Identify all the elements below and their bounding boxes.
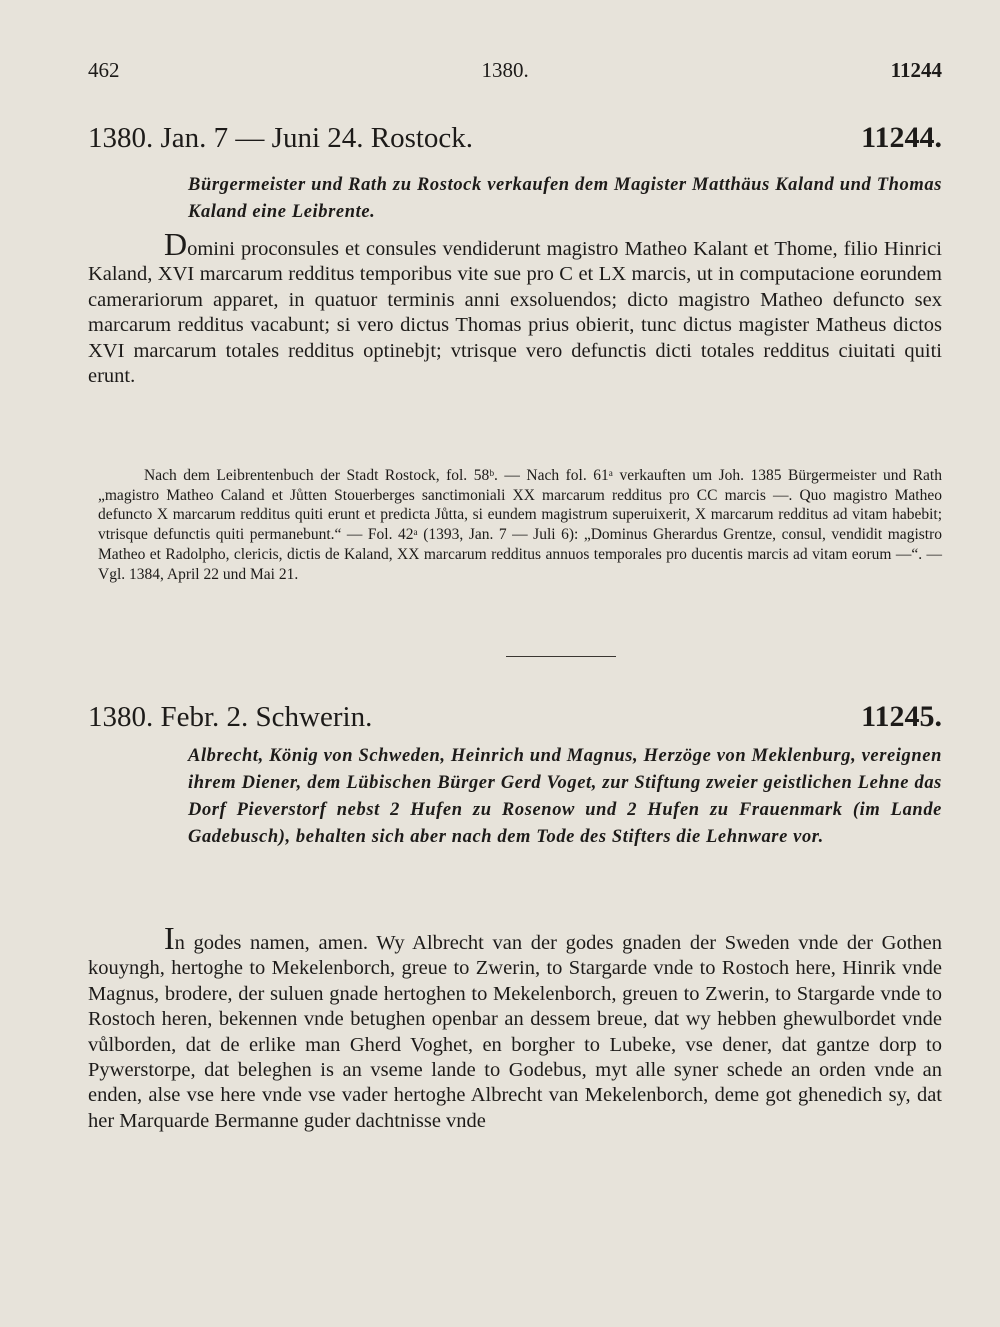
page-number: 462: [88, 58, 120, 82]
entry-summary: Bürgermeister und Rath zu Rostock verkaufen dem Magister Matthäus Kaland und Thomas Kaland eine Leibrente.: [188, 175, 942, 222]
entry-summary: Albrecht, König von Schweden, Heinrich und Magnus, Herzöge von Meklenburg, vereignen ihrem Diener, dem Lübischen Bürger Gerd Voget, zur Stiftung zweier geistlichen Lehne das Dorf Pieverstorf nebst 2 Hufen zu Rosenow und 2 Hufen zu Frauenmark (im Lande Gadebusch), behalten sich aber nach dem Tode des Stifters die Lehnware vor.: [188, 746, 942, 847]
source-note: Nach dem Leibrentenbuch der Stadt Rostock, fol. 58ᵇ. — Nach fol. 61ᵃ verkauften um Joh. 1385 Bürgermeister und Rath „magistro Matheo Caland et Jůtten Stouerberges sanctimoniali XX marcarum redditus pro CC marcis —. Quo magistro Matheo defuncto X marcarum redditus quiti erunt et predicta Jůtta, si eundem magistrum superuixerit, X marcarum redditus ad vitam habebit; vtrisque defunctis quiti permanebunt.“ — Fol. 42ᵃ (1393, Jan. 7 — Juli 6): „Dominus Gherardus Grentze, consul, vendidit magistro Matheo et Radolpho, clericis, dictis de Kaland, XX marcarum redditus annuos temporales pro ducentis marcis ad vitam eorum —“. — Vgl. 1384, April 22 und Mai 21.: [98, 467, 942, 583]
entry-text-body: omini proconsules et consules vendiderunt magistro Matheo Kalant et Thome, filio Hinrici Kaland, XVI marcarum redditus temporibus vite sue pro C et LX marcis, ut in computacione eorundem camerariorum apparet, in quatuor terminis anni exsoluendos; dicto magistro Matheo defuncto sex marcarum redditus vacabunt; si vero dictus Thomas prius obierit, tunc dictus magister Matheus dictos XVI marcarum totales redditus optinebjt; vtrisque vero defunctis dicti totales redditus ciuitati quiti erunt.: [88, 238, 942, 388]
separator-rule: [506, 656, 616, 657]
initial-letter: D: [164, 226, 188, 262]
running-head: [88, 58, 942, 83]
entry-date: 1380. Febr. 2. Schwerin.: [88, 701, 373, 733]
entry-number: 11244.: [861, 121, 942, 154]
running-year: 1380.: [481, 58, 529, 82]
entry-number: 11245.: [861, 700, 942, 733]
entry-text: [88, 226, 942, 389]
running-entry-number: 11244: [890, 58, 942, 82]
entry-heading: [88, 700, 942, 734]
entry-heading: [88, 121, 942, 155]
entry-text: [88, 920, 942, 1134]
initial-letter: I: [164, 920, 175, 956]
entry-date: 1380. Jan. 7 — Juni 24. Rostock.: [88, 122, 474, 154]
entry-text-body: n godes namen, amen. Wy Albrecht van der godes gnaden der Sweden vnde der Gothen kouyngh, hertoghe to Mekelenborch, greue to Zwerin, to Stargarde vnde to Rostoch here, Hinrik vnde Magnus, brodere, der suluen gnade hertoghen to Mekelenborch, greuen to Zwerin, to Stargarde vnde to Rostoch heren, bekennen vnde betughen openbar an dessem breue, dat wy hebben ghewulbordet vnde vůlborden, dat de erlike man Gherd Voghet, en borgher to Lubeke, vse dener, dat gantze dorp to Pywerstorpe, dat beleghen is an vseme lande to Godebus, myt alle syner schede an orden vnde an enden, alse vse here vnde vse vader hertoghe Albrecht van Mekelenborch, deme got ghenedich sy, dat her Marquarde Bermanne guder dachtnisse vnde: [88, 932, 942, 1132]
